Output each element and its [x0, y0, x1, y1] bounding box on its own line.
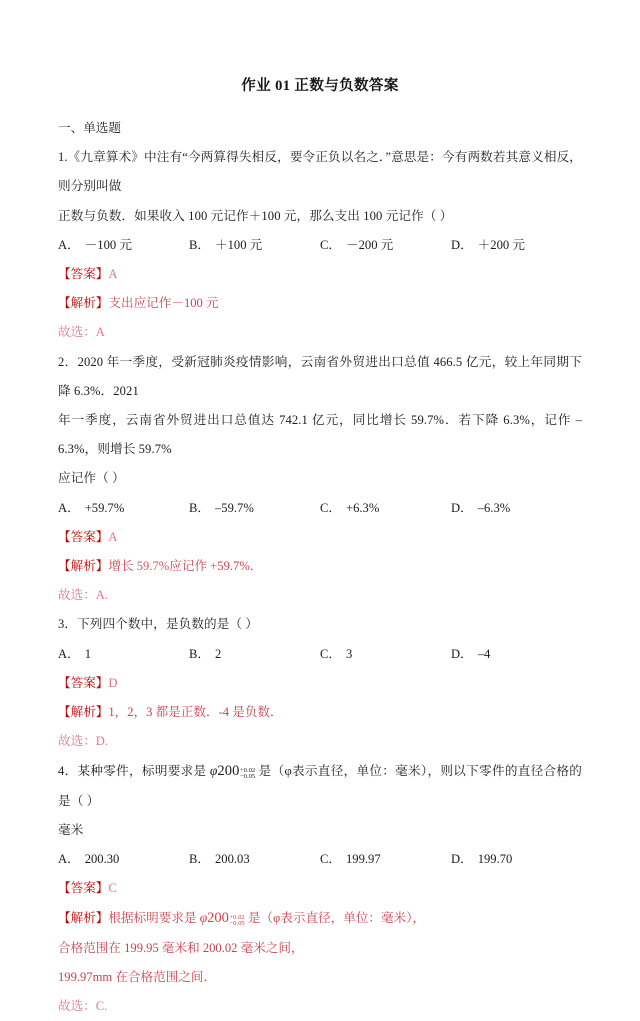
- option-4-c-label: C．: [320, 852, 341, 867]
- option-1-b[interactable]: [189, 231, 320, 260]
- option-2-d-label: D．: [451, 500, 473, 515]
- question-block-3: [58, 610, 582, 756]
- analysis-suffix-4: 是（φ表示直径，单位：毫米），: [244, 911, 426, 926]
- phi-upper-stem: +0.02: [239, 766, 256, 774]
- question-3-stem-line-1: 3．下列四个数中，是负数的是（ ）: [58, 617, 259, 632]
- question-4-stem-line-2: 毫米: [58, 822, 84, 837]
- question-1-stem-line-1: 1.《九章算术》中注有“今两算得失相反，要令正负以名之．”意思是：今有两数若其意义相反，则分别叫做: [58, 150, 582, 194]
- phi-tolerance-notation-stem: [209, 763, 256, 781]
- option-2-a-label: A．: [58, 500, 80, 515]
- option-1-a[interactable]: [58, 231, 189, 260]
- phi-lower-stem: −0.05: [239, 773, 256, 781]
- question-2-analysis: [58, 552, 582, 581]
- option-2-c[interactable]: [320, 494, 451, 523]
- option-3-c-text: 3: [346, 646, 353, 661]
- analysis-tag-4: 【解析】: [58, 911, 109, 926]
- section-heading: 一、单选题: [58, 121, 121, 135]
- option-3-d[interactable]: [451, 640, 582, 669]
- option-4-c[interactable]: [320, 845, 451, 874]
- question-2-stem-line-2: 年一季度，云南省外贸进出口总值达 742.1 亿元，同比增长 59.7%．若下降 6.3%，记作 –6.3%，则增长 59.7%: [58, 413, 582, 457]
- answer-value-2: A: [108, 529, 118, 544]
- option-1-a-text: －100 元: [84, 237, 132, 252]
- answer-value-1: A: [108, 267, 118, 282]
- option-1-d[interactable]: [451, 231, 582, 260]
- question-4-analysis-line-3: 199.97mm 在合格范围之间．: [58, 969, 217, 984]
- option-4-c-text: 199.97: [346, 852, 381, 867]
- question-3-analysis: [58, 698, 582, 727]
- phi-symbol-stem: φ: [209, 763, 218, 779]
- analysis-prefix-4: 根据标明要求是: [108, 911, 200, 926]
- phi-tolerance-values-analysis: [229, 915, 244, 928]
- answer-value-3: D: [108, 675, 118, 690]
- option-4-b-text: 200.03: [215, 852, 250, 867]
- option-1-c-label: C．: [320, 237, 341, 252]
- question-3-options: [58, 640, 582, 669]
- option-3-a[interactable]: [58, 640, 189, 669]
- option-3-d-label: D．: [451, 646, 473, 661]
- option-4-a-text: 200.30: [84, 852, 120, 867]
- question-block-1: [58, 143, 582, 347]
- analysis-text-2-post: 应记作 +59.7%．: [169, 559, 263, 574]
- analysis-text-1: 支出应记作－100 元: [108, 296, 219, 311]
- question-4-stem-suffix: 是（φ表示直径，单位：毫米），则以下零件的直径合格的是（ ）: [58, 764, 582, 808]
- document-body: [0, 114, 640, 1021]
- question-4-choose: 故选：C.: [58, 999, 108, 1014]
- option-1-c[interactable]: [320, 231, 451, 260]
- option-3-b[interactable]: [189, 640, 320, 669]
- phi-upper-analysis: +0.02: [229, 913, 245, 921]
- answer-tag-2: 【答案】: [58, 529, 109, 544]
- option-1-a-label: A．: [58, 237, 80, 252]
- question-3-choose: 故选：D.: [58, 734, 109, 749]
- question-2-stem-line-1: 2．2020 年一季度，受新冠肺炎疫情影响，云南省外贸进出口总值 466.5 亿元，较上年同期下降 6.3%．2021: [58, 354, 582, 398]
- option-2-a-text: +59.7%: [84, 500, 125, 515]
- phi-tolerance-notation-analysis: [199, 910, 245, 928]
- answer-tag-4: 【答案】: [58, 881, 109, 896]
- analysis-emph-2: 59.7%: [136, 559, 170, 574]
- question-4-analysis-line-1: [58, 903, 582, 933]
- option-1-c-text: －200 元: [346, 237, 394, 252]
- phi-tolerance-values-stem: [240, 768, 255, 781]
- option-1-b-label: B．: [189, 237, 210, 252]
- question-1-choose: 故选：A: [58, 325, 105, 340]
- phi-symbol-analysis: φ: [199, 910, 208, 926]
- question-4-stem-line-1: [58, 756, 582, 815]
- answer-tag-1: 【答案】: [58, 267, 109, 282]
- question-2-answer: [58, 523, 582, 552]
- option-4-a[interactable]: [58, 845, 189, 874]
- question-4-options: [58, 845, 582, 874]
- option-2-c-label: C．: [320, 500, 341, 515]
- option-1-b-text: ＋100 元: [215, 237, 263, 252]
- option-2-d-text: –6.3%: [477, 500, 511, 515]
- question-2-stem-line-3: 应记作（ ）: [58, 471, 125, 486]
- option-2-b[interactable]: [189, 494, 320, 523]
- page-title: 作业 01 正数与负数答案: [241, 78, 399, 94]
- option-3-b-text: 2: [215, 646, 222, 661]
- question-1-analysis: [58, 289, 582, 318]
- answer-value-4: C: [108, 881, 117, 896]
- option-2-b-label: B．: [189, 500, 210, 515]
- analysis-tag-1: 【解析】: [58, 296, 109, 311]
- question-4-answer: [58, 874, 582, 903]
- question-1-options: [58, 231, 582, 260]
- question-2-choose: 故选：A.: [58, 588, 109, 603]
- phi-lower-analysis: −0.05: [229, 920, 245, 928]
- question-4-analysis-line-2: 合格范围在 199.95 毫米和 200.02 毫米之间，: [58, 940, 304, 955]
- option-1-d-text: ＋200 元: [477, 237, 525, 252]
- analysis-text-2-pre: 增长: [108, 559, 137, 574]
- question-block-4: [58, 756, 582, 1021]
- question-4-stem-prefix: 4．某种零件，标明要求是: [58, 764, 210, 779]
- analysis-tag-2: 【解析】: [58, 559, 109, 574]
- option-1-d-label: D．: [451, 237, 473, 252]
- question-1-answer: [58, 260, 582, 289]
- question-3-answer: [58, 669, 582, 698]
- option-4-d-label: D．: [451, 852, 473, 867]
- option-4-d-text: 199.70: [477, 852, 513, 867]
- analysis-tag-3: 【解析】: [58, 705, 109, 720]
- option-3-c-label: C．: [320, 646, 341, 661]
- option-4-a-label: A．: [58, 852, 80, 867]
- question-block-2: [58, 348, 582, 611]
- option-4-b[interactable]: [189, 845, 320, 874]
- option-3-c[interactable]: [320, 640, 451, 669]
- question-2-options: [58, 494, 582, 523]
- analysis-text-3: 1，2，3 都是正数．-4 是负数．: [108, 705, 283, 720]
- option-2-d[interactable]: [451, 494, 582, 523]
- option-3-a-label: A．: [58, 646, 80, 661]
- option-4-b-label: B．: [189, 852, 210, 867]
- option-2-b-text: –59.7%: [215, 500, 254, 515]
- option-2-a[interactable]: [58, 494, 189, 523]
- option-3-b-label: B．: [189, 646, 210, 661]
- option-3-a-text: 1: [84, 646, 91, 661]
- phi-base-analysis: 200: [207, 910, 229, 927]
- question-1-stem-line-2: 正数与负数．如果收入 100 元记作＋100 元，那么支出 100 元记作（ ）: [58, 208, 453, 223]
- answer-tag-3: 【答案】: [58, 675, 109, 690]
- option-2-c-text: +6.3%: [346, 500, 380, 515]
- option-3-d-text: –4: [477, 646, 491, 661]
- option-4-d[interactable]: [451, 845, 582, 874]
- phi-base-stem: 200: [217, 763, 240, 780]
